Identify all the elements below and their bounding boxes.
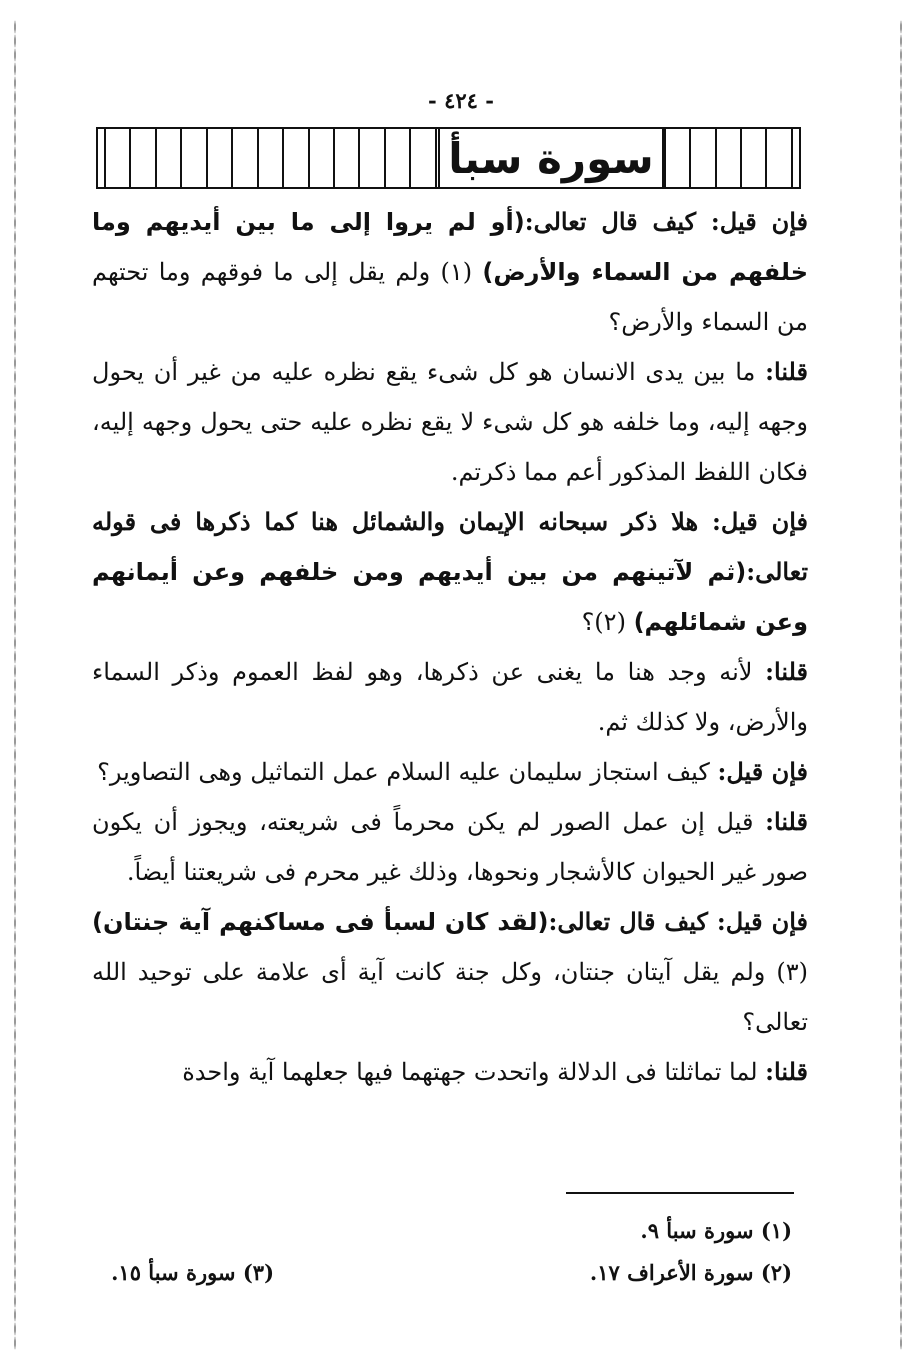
scan-edge-dots-right xyxy=(900,20,902,1350)
paragraph-lead: قلنا: xyxy=(765,807,808,836)
surah-title: سورة سبأ xyxy=(448,133,654,183)
paragraph xyxy=(92,797,808,897)
footnote-2: (٢) سورة الأعراف ١٧. xyxy=(589,1260,792,1285)
paragraph xyxy=(92,647,808,747)
paragraph xyxy=(92,497,808,647)
paragraph-text: (١) ولم يقل إلى ما فوقهم وما تحتهم من السماء والأرض؟ xyxy=(92,258,808,336)
paragraph-text: (٢)؟ xyxy=(581,608,626,636)
paragraph-lead: فإن قيل: كيف قال تعالى: xyxy=(548,907,808,936)
paragraph xyxy=(92,347,808,497)
scan-edge-dots-left xyxy=(14,20,16,1350)
paragraph-lead: قلنا: xyxy=(765,357,808,386)
quran-quote: (أو لم يروا إلى ما بين أيديهم وما خلفهم من السماء والأرض) xyxy=(92,208,808,286)
paragraph-text: ما بين يدى الانسان هو كل شىء يقع نظره عليه من غير أن يحول وجهه إليه، وما خلفه هو كل شىء لا يقع نظره عليه حتى يحول وجهه إليه، فكان اللفظ المذكور أعم مما ذكرتم. xyxy=(92,358,808,486)
paragraph-lead: قلنا: xyxy=(765,1057,808,1086)
paragraph-text: كيف استجاز سليمان عليه السلام عمل التماثيل وهى التصاوير؟ xyxy=(97,758,710,786)
page-body xyxy=(92,197,808,1097)
paragraph-lead: فإن قيل: كيف قال تعالى: xyxy=(524,207,808,236)
paragraph-text: لأنه وجد هنا ما يغنى عن ذكرها، وهو لفظ العموم وذكر السماء والأرض، ولا كذلك ثم. xyxy=(92,658,808,736)
paragraph xyxy=(92,747,808,797)
surah-title-banner xyxy=(96,127,801,189)
paragraph xyxy=(92,897,808,1047)
page-number: - ٤٢٤ - xyxy=(428,88,494,113)
footnote-1: (١) سورة سبأ ٩. xyxy=(640,1218,792,1243)
quran-quote: (ثم لآتينهم من بين أيديهم ومن خلفهم وعن أيمانهم وعن شمائلهم) xyxy=(92,558,808,636)
footnote-divider xyxy=(566,1192,794,1194)
paragraph-text: لما تماثلتا فى الدلالة واتحدت جهتهما فيها جعلهما آية واحدة xyxy=(182,1058,758,1086)
footnote-3: (٣) سورة سبأ ١٥. xyxy=(111,1260,274,1285)
paragraph-text: (٣) ولم يقل آيتان جنتان، وكل جنة كانت آية أى علامة على توحيد الله تعالى؟ xyxy=(92,958,808,1036)
paragraph-lead: فإن قيل: هلا ذكر سبحانه الإيمان والشمائل هنا كما ذكرها فى قوله تعالى: xyxy=(92,507,808,586)
paragraph xyxy=(92,197,808,347)
surah-title-box xyxy=(438,127,664,189)
paragraph-lead: قلنا: xyxy=(765,657,808,686)
paragraph xyxy=(92,1047,808,1097)
paragraph-text: قيل إن عمل الصور لم يكن محرماً فى شريعته، ويجوز أن يكون صور غير الحيوان كالأشجار ونحوها، وذلك غير محرم فى شريعتنا أيضاً. xyxy=(92,808,808,886)
quran-quote: (لقد كان لسبأ فى مساكنهم آية جنتان) xyxy=(92,908,549,936)
paragraph-lead: فإن قيل: xyxy=(717,757,808,786)
